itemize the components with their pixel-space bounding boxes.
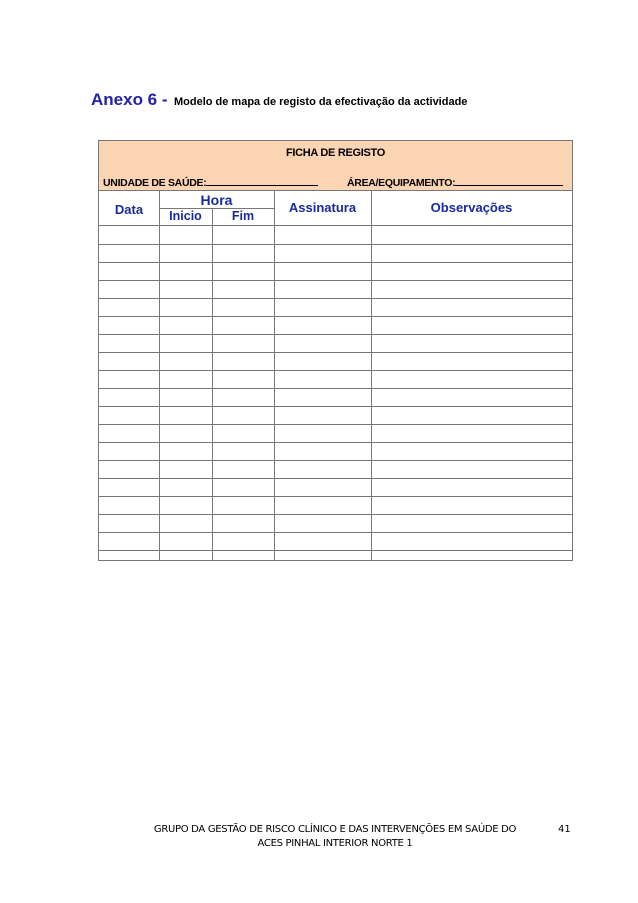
observations-cell[interactable] [371,334,572,353]
signature-cell[interactable] [274,370,372,389]
date-cell[interactable] [99,514,160,533]
start-cell[interactable] [159,262,213,281]
page-number: 41 [558,824,571,835]
end-cell[interactable] [212,370,275,389]
end-cell[interactable] [212,244,275,263]
signature-cell[interactable] [274,388,372,407]
start-cell[interactable] [159,352,213,371]
signature-cell[interactable] [274,262,372,281]
column-header-time: Hora [200,192,233,208]
date-cell[interactable] [99,496,160,515]
area-equipment-field [347,175,563,189]
start-cell[interactable] [159,298,213,317]
date-cell[interactable] [99,280,160,299]
observations-cell[interactable] [371,352,572,371]
date-cell[interactable] [99,424,160,443]
start-cell[interactable] [159,532,213,551]
start-cell[interactable] [159,496,213,515]
date-cell[interactable] [99,316,160,335]
end-cell[interactable] [212,406,275,425]
end-cell[interactable] [212,298,275,317]
signature-cell[interactable] [274,442,372,461]
observations-cell[interactable] [371,514,572,533]
end-cell[interactable] [212,478,275,497]
end-cell[interactable] [212,424,275,443]
date-cell[interactable] [99,262,160,281]
observations-cell[interactable] [371,460,572,479]
signature-cell[interactable] [274,406,372,425]
footer [120,823,550,851]
date-cell[interactable] [99,406,160,425]
start-cell[interactable] [159,388,213,407]
page-heading [91,90,467,112]
observations-cell[interactable] [371,262,572,281]
observations-cell[interactable] [371,298,572,317]
footer-line-2: ACES PINHAL INTERIOR NORTE 1 [257,838,413,849]
end-cell[interactable] [212,316,275,335]
end-cell[interactable] [212,226,275,245]
end-cell[interactable] [212,388,275,407]
health-unit-label: UNIDADE DE SAÚDE: [103,177,207,189]
start-cell[interactable] [159,442,213,461]
end-cell[interactable] [212,460,275,479]
column-header-signature: Assinatura [288,200,357,215]
footer-line-1: GRUPO DA GESTÃO DE RISCO CLÍNICO E DAS INTERVENÇÕES EM SAÚDE DO [153,824,517,835]
date-cell[interactable] [99,298,160,317]
start-cell[interactable] [159,280,213,299]
date-cell[interactable] [99,370,160,389]
signature-cell[interactable] [274,496,372,515]
start-cell[interactable] [159,244,213,263]
date-cell[interactable] [99,352,160,371]
end-cell[interactable] [212,262,275,281]
date-cell[interactable] [99,532,160,551]
observations-cell[interactable] [371,442,572,461]
start-cell[interactable] [159,334,213,353]
start-cell[interactable] [159,316,213,335]
health-unit-field [103,175,318,189]
observations-cell[interactable] [371,388,572,407]
start-cell[interactable] [159,460,213,479]
observations-cell[interactable] [371,280,572,299]
end-cell[interactable] [212,514,275,533]
form-header [99,141,572,191]
signature-cell[interactable] [274,352,372,371]
date-cell[interactable] [99,226,160,245]
end-cell[interactable] [212,442,275,461]
signature-cell[interactable] [274,334,372,353]
date-cell[interactable] [99,334,160,353]
date-cell[interactable] [99,442,160,461]
column-header-observations: Observações [430,200,513,215]
date-cell[interactable] [99,388,160,407]
annex-title: Modelo de mapa de registo da efectivação da actividade [173,96,468,108]
end-cell[interactable] [212,496,275,515]
start-cell[interactable] [159,406,213,425]
annex-label: Anexo 6 - [91,90,168,109]
column-header-end: Fim [231,209,255,223]
signature-cell[interactable] [274,514,372,533]
signature-cell[interactable] [274,280,372,299]
observations-cell[interactable] [371,370,572,389]
start-cell[interactable] [159,514,213,533]
start-cell[interactable] [159,478,213,497]
date-cell[interactable] [99,478,160,497]
observations-cell[interactable] [371,424,572,443]
start-cell[interactable] [159,370,213,389]
end-cell[interactable] [212,334,275,353]
signature-cell[interactable] [274,226,372,245]
observations-cell[interactable] [371,244,572,263]
signature-cell[interactable] [274,460,372,479]
registration-form [98,140,573,561]
observations-cell[interactable] [371,316,572,335]
signature-cell[interactable] [274,244,372,263]
start-cell[interactable] [159,424,213,443]
observations-cell[interactable] [371,406,572,425]
end-cell[interactable] [212,280,275,299]
signature-cell[interactable] [274,424,372,443]
form-title: FICHA DE REGISTO [285,147,386,159]
end-cell[interactable] [212,532,275,551]
signature-cell[interactable] [274,316,372,335]
signature-cell[interactable] [274,532,372,551]
observations-cell[interactable] [371,496,572,515]
area-equipment-blank[interactable] [455,175,563,186]
signature-cell[interactable] [274,478,372,497]
start-cell[interactable] [159,226,213,245]
signature-cell[interactable] [274,298,372,317]
health-unit-blank[interactable] [206,175,318,186]
column-header-date: Data [114,202,144,217]
column-header-start: Inicio [169,209,202,223]
end-cell[interactable] [212,352,275,371]
area-equipment-label: ÁREA/EQUIPAMENTO: [347,177,456,189]
observations-cell[interactable] [371,532,572,551]
date-cell[interactable] [99,460,160,479]
date-cell[interactable] [99,244,160,263]
observations-cell[interactable] [371,226,572,245]
observations-cell[interactable] [371,478,572,497]
